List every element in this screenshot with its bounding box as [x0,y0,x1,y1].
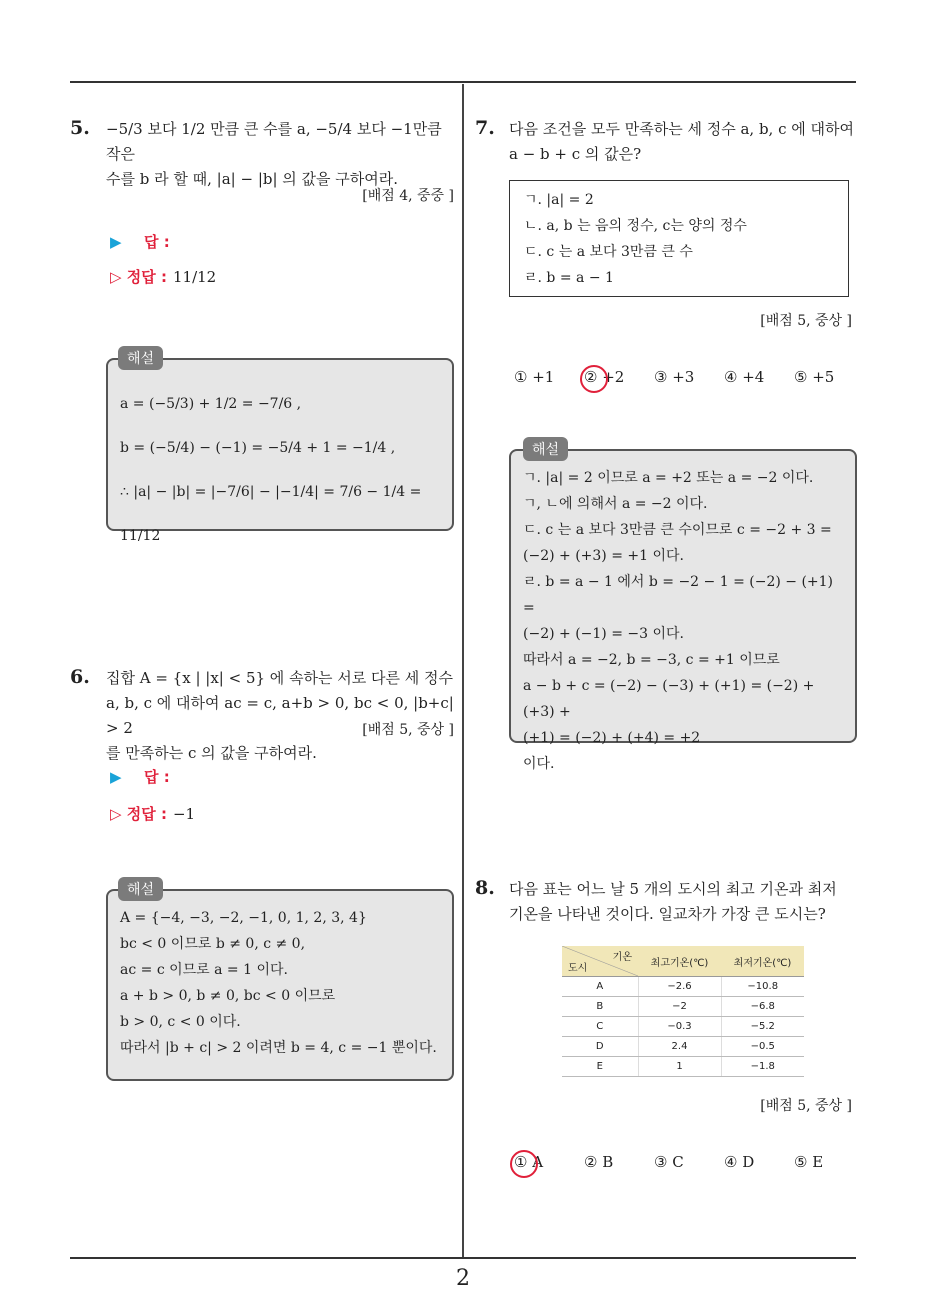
q7-text [509,117,859,167]
q8-choice-5[interactable]: ⑤ E [794,1153,824,1171]
q7-condition: ㄴ. a, b 는 음의 정수, c는 양의 정수 [524,218,747,234]
triangle-outline-icon: ▷ [110,805,122,823]
q8-text [509,877,859,927]
q5-solution-box [106,358,454,544]
table-cell: −2 [638,997,721,1017]
q7-solution-line: ㄹ. b = a − 1 에서 b = −2 − 1 = (−2) − (+1) = [523,574,834,616]
q8-choice-3[interactable]: ③ C [654,1153,684,1171]
table-cell: E [562,1057,638,1077]
table-cell: −0.3 [638,1017,721,1037]
q5-line1: −5/3 보다 1/2 만큼 큰 수를 a, −5/4 보다 −1만큼 작은 [106,120,442,163]
q7-condition: ㄷ. c 는 a 보다 3만큼 큰 수 [524,244,693,260]
play-icon: ▶ [110,233,122,251]
q8-line2: 기온을 나타낸 것이다. 일교차가 가장 큰 도시는? [509,905,826,923]
corner-bottom-label: 도시 [568,963,588,974]
q6-solution-line: ac = c 이므로 a = 1 이다. [120,962,288,978]
table-cell: −1.8 [721,1057,804,1077]
q7-choices [514,368,864,386]
q7-choice-3[interactable]: ③ +3 [654,368,695,386]
q6-final-answer [110,803,195,824]
q7-choice-1[interactable]: ① +1 [514,368,555,386]
q5-final-value: 11/12 [172,268,217,286]
table-header-max: 최고기온(℃) [638,946,721,977]
top-rule [70,81,856,83]
table-corner-cell [562,946,638,977]
q7-choice-2[interactable]: ② +2 [584,368,654,386]
table-row [562,997,804,1017]
q7-conditions-box [509,180,849,297]
table-cell: −0.5 [721,1037,804,1057]
q7-condition: ㄹ. b = a − 1 [524,270,614,286]
q7-solution-line: 따라서 a = −2, b = −3, c = +1 이므로 [523,652,780,668]
q6-solution-line: a + b > 0, b ≠ 0, bc < 0 이므로 [120,988,336,1004]
q7-solution-label: 해설 [523,437,568,461]
table-header-row [562,946,804,977]
q7-solution-line: 이다. [523,756,555,772]
q6-answer [110,766,170,787]
table-row [562,1037,804,1057]
q7-choice-4[interactable]: ④ +4 [724,368,765,386]
q6-solution-line: bc < 0 이므로 b ≠ 0, c ≠ 0, [120,936,306,952]
column-divider [462,84,464,1258]
q6-number: 6. [70,666,90,688]
q5-number: 5. [70,117,90,139]
q7-points: [배점 5, 중상 ] [760,313,852,329]
q6-solution-box [106,889,454,1081]
q7-line2: a − b + c 의 값은? [509,145,642,163]
q5-solution-line: b = (−5/4) − (−1) = −5/4 + 1 = −1/4 , [120,440,396,456]
table-cell: C [562,1017,638,1037]
q5-answer-label: 답 : [144,233,170,251]
q7-solution-line: ㄷ. c 는 a 보다 3만큼 큰 수이므로 c = −2 + 3 = [523,522,832,538]
q5-text [106,117,458,192]
bottom-rule [70,1257,856,1259]
page-number: 2 [456,1266,470,1291]
q7-condition: ㄱ. |a| = 2 [524,192,594,208]
q8-choices [514,1153,864,1171]
play-icon: ▶ [110,768,122,786]
table-cell: −5.2 [721,1017,804,1037]
q6-points: [배점 5, 중상 ] [362,722,454,738]
q5-final-label: ▷ 정답 : [110,268,167,286]
q8-choice-1[interactable]: ① A [514,1153,584,1171]
q6-final-value: −1 [172,805,196,823]
table-row [562,1017,804,1037]
q6-line3: 를 만족하는 c 의 값을 구하여라. [106,744,317,762]
q6-line2: a, b, c 에 대하여 ac = c, a+b > 0, bc < 0, |b+c| > 2 [106,694,454,737]
table-cell: −6.8 [721,997,804,1017]
q7-number: 7. [475,117,495,139]
q7-solution-line: ㄱ. |a| = 2 이므로 a = +2 또는 a = −2 이다. [523,470,814,486]
table-row [562,1057,804,1077]
q5-solution-line: a = (−5/3) + 1/2 = −7/6 , [120,396,302,412]
table-cell: 1 [638,1057,721,1077]
table-header-min: 최저기온(℃) [721,946,804,977]
table-cell: A [562,977,638,997]
q7-solution-line: (−2) + (−1) = −3 이다. [523,626,684,642]
q7-solution-line: a − b + c = (−2) − (−3) + (+1) = (−2) + (+3) + [523,678,815,720]
q6-final-label: ▷ 정답 : [110,805,167,823]
q7-solution-line: (+1) = (−2) + (+4) = +2 [523,730,701,746]
triangle-outline-icon: ▷ [110,268,122,286]
q6-answer-label: 답 : [144,768,170,786]
q5-final-answer [110,266,216,287]
q5-answer [110,231,170,252]
selected-answer-circle [510,1150,538,1178]
q7-solution-line: ㄱ, ㄴ에 의해서 a = −2 이다. [523,496,708,512]
q7-solution-box [509,449,857,772]
q8-temperature-table [562,946,804,1077]
q6-line1: 집합 A = {x | |x| < 5} 에 속하는 서로 다른 세 정수 [106,669,454,687]
q8-line1: 다음 표는 어느 날 5 개의 도시의 최고 기온과 최저 [509,880,837,898]
q7-solution-line: (−2) + (+3) = +1 이다. [523,548,684,564]
q6-solution-label: 해설 [118,877,163,901]
q6-solution-line: A = {−4, −3, −2, −1, 0, 1, 2, 3, 4} [120,910,367,926]
q8-choice-4[interactable]: ④ D [724,1153,755,1171]
q8-points: [배점 5, 중상 ] [760,1098,852,1114]
table-cell: −10.8 [721,977,804,997]
selected-answer-circle [580,365,608,393]
q6-text [106,666,458,766]
table-cell: −2.6 [638,977,721,997]
q5-solution-label: 해설 [118,346,163,370]
q5-line2: 수를 b 라 할 때, |a| − |b| 의 값을 구하여라. [106,170,399,188]
table-cell: D [562,1037,638,1057]
q7-choice-5[interactable]: ⑤ +5 [794,368,835,386]
q5-solution-line: ∴ |a| − |b| = |−7/6| − |−1/4| = 7/6 − 1/4 = 11/12 [120,484,422,544]
q8-number: 8. [475,877,495,899]
q6-solution-line: 따라서 |b + c| > 2 이려면 b = 4, c = −1 뿐이다. [120,1040,437,1056]
q7-line1: 다음 조건을 모두 만족하는 세 정수 a, b, c 에 대하여 [509,120,854,138]
table-cell: B [562,997,638,1017]
table-cell: 2.4 [638,1037,721,1057]
q8-choice-2[interactable]: ② B [584,1153,614,1171]
q6-solution-line: b > 0, c < 0 이다. [120,1014,241,1030]
table-row [562,977,804,997]
q5-points: [배점 4, 중중 ] [362,188,454,204]
corner-top-label: 기온 [612,952,632,963]
